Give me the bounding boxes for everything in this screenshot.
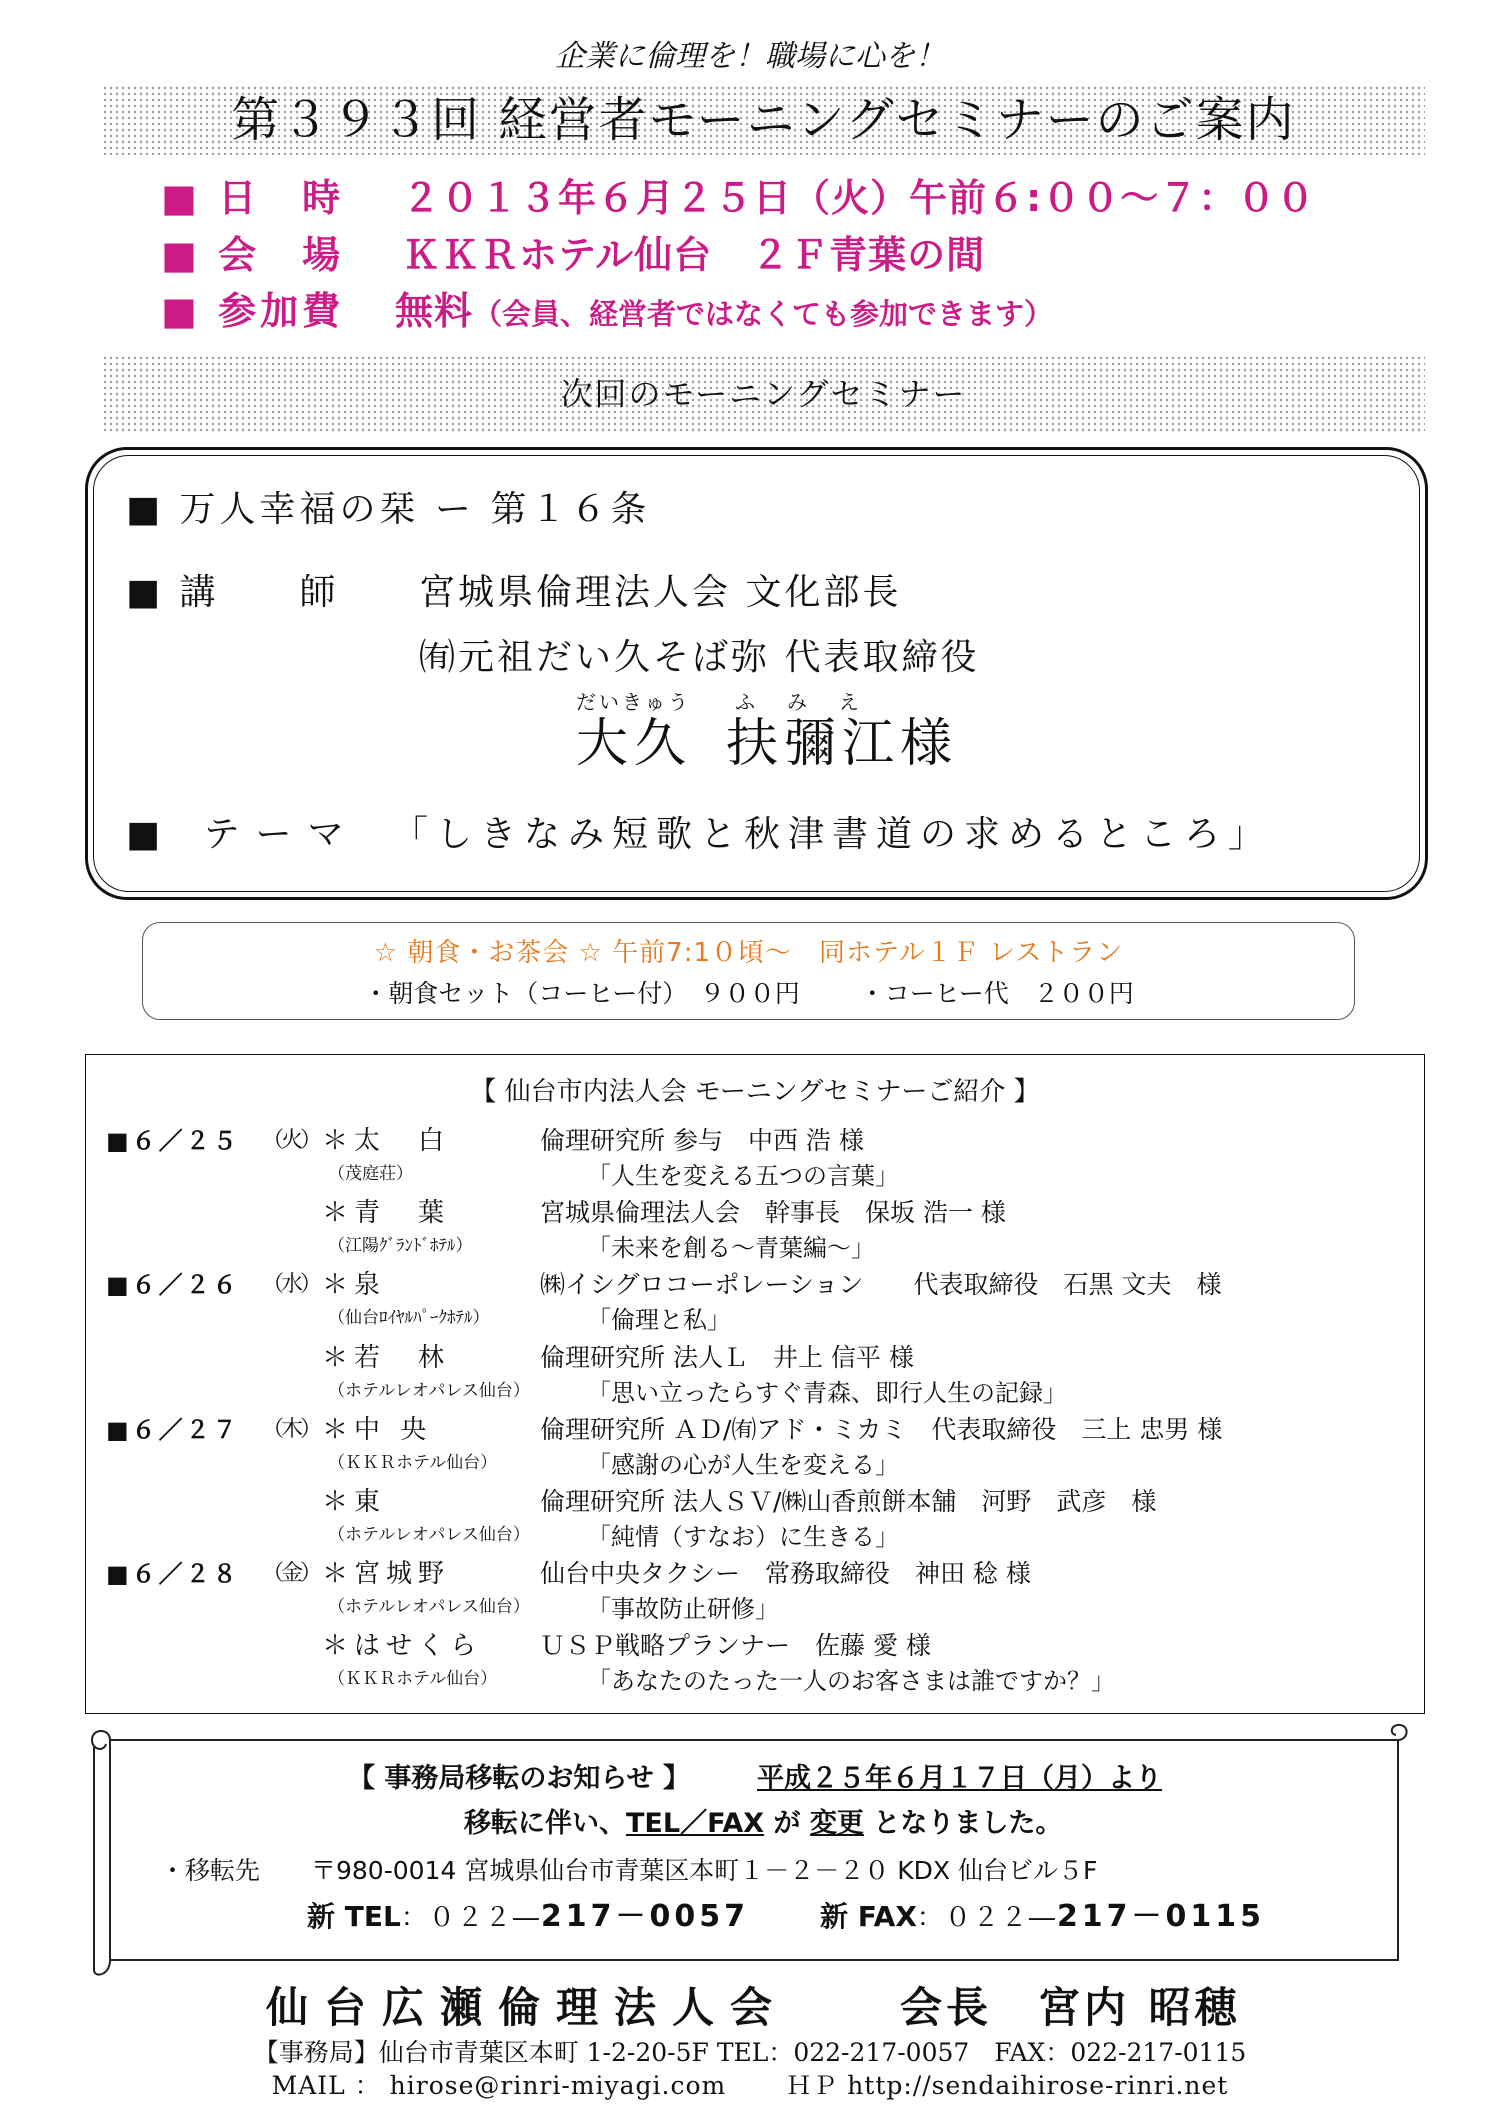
venue: （茂庭荘） bbox=[328, 1164, 413, 1184]
fee-line bbox=[395, 287, 1053, 343]
homepage-url: ＨＰ http://sendaihirose-rinri.net bbox=[786, 2071, 1229, 2100]
ruby-surname: だいきゅう bbox=[576, 690, 691, 714]
breakfast-box bbox=[142, 922, 1355, 1020]
organization-name: 仙台広瀬倫理法人会 bbox=[266, 1983, 789, 2032]
fee-note: （会員、経営者ではなくても参加できます） bbox=[473, 297, 1054, 331]
schedule-heading: 【 仙台市内法人会 モーニングセミナーご紹介 】 bbox=[470, 1077, 1040, 1107]
ruby-given-name: ふみえ bbox=[735, 690, 891, 714]
coffee-price: ・コーヒー代 ２００円 bbox=[859, 979, 1134, 1008]
breakfast-set-price: ・朝食セット（コーヒー付） ９００円 bbox=[363, 979, 800, 1008]
web-contact bbox=[0, 2070, 1500, 2102]
new-fax bbox=[820, 1897, 1265, 1941]
schedule-entry bbox=[86, 1628, 1424, 1700]
scroll-frame bbox=[86, 1720, 1411, 1982]
entry-weekday: （木） bbox=[262, 1417, 320, 1442]
lecturer-honorific: 様 bbox=[900, 714, 959, 774]
schedule-entry bbox=[86, 1123, 1424, 1195]
theme-label: ■ テーマ bbox=[126, 814, 360, 855]
entry-date: ■６／２６ bbox=[106, 1271, 240, 1299]
datetime-value: ２０１３年６月２５日（火）午前６:００～７：００ bbox=[402, 176, 1316, 220]
seminar-schedule-box bbox=[85, 1054, 1425, 1714]
venue-value: ＫＫＲホテル仙台 ２Ｆ青葉の間 bbox=[402, 233, 986, 277]
lecturer-label: ■ 講 師 bbox=[126, 572, 340, 613]
seminar-info-box bbox=[85, 447, 1428, 900]
venue: （ホテルレオパレス仙台） bbox=[328, 1381, 530, 1401]
venue: （ＫＫＲホテル仙台） bbox=[328, 1453, 498, 1473]
breakfast-prices bbox=[143, 977, 1354, 1011]
breakfast-heading: ☆ 朝食・お茶会 ☆ 午前7:1０頃～ 同ホテル１Ｆ レストラン bbox=[373, 938, 1124, 968]
venue: （ホテルレオパレス仙台） bbox=[328, 1525, 530, 1545]
tel-label: 新 TEL bbox=[307, 1900, 401, 1933]
talk-title: 「あなたのたった一人のお客さまは誰ですか？」 bbox=[587, 1667, 1115, 1695]
notice-change-line bbox=[464, 1806, 1062, 1842]
talk-title: 「人生を変える五つの言葉」 bbox=[587, 1162, 899, 1190]
entry-date: ■６／２５ bbox=[106, 1127, 240, 1155]
talk-title: 「思い立ったらすぐ青森、即行人生の記録」 bbox=[587, 1379, 1067, 1407]
talk-title: 「倫理と私」 bbox=[587, 1306, 731, 1334]
lecturer-title-2: ㈲元祖だい久そば弥 代表取締役 bbox=[419, 637, 980, 678]
datetime-label: ■ 日 時 bbox=[161, 176, 345, 220]
speaker: 倫理研究所 参与 中西 浩 様 bbox=[540, 1126, 864, 1155]
chairperson: 会長 宮内 昭穂 bbox=[900, 1983, 1241, 2032]
venue: （ＫＫＲホテル仙台） bbox=[328, 1669, 498, 1689]
page-title: 第３９３回 経営者モーニングセミナーのご案内 bbox=[231, 92, 1296, 148]
entry-weekday: （火） bbox=[262, 1128, 320, 1153]
branch-name: ＊太 白 bbox=[322, 1126, 451, 1156]
fee-label: ■ 参加費 bbox=[161, 289, 345, 333]
branch-name: ＊宮城野 bbox=[322, 1559, 451, 1589]
schedule-entry bbox=[86, 1195, 1424, 1267]
branch-name: ＊はせくら bbox=[322, 1631, 483, 1661]
title-band bbox=[102, 85, 1425, 155]
theme-value: 「しきなみ短歌と秋津書道の求めるところ」 bbox=[392, 814, 1273, 855]
talk-title: 「純情（すなお）に生きる」 bbox=[587, 1523, 899, 1551]
speaker: 倫理研究所 法人Ｌ 井上 信平 様 bbox=[540, 1343, 914, 1372]
speaker: ㈱イシグロコーポレーション 代表取締役 石黒 文夫 様 bbox=[540, 1270, 1222, 1299]
new-address: 〒980-0014 宮城県仙台市青葉区本町１－２－２０ KDX 仙台ビル５F bbox=[311, 1856, 1098, 1885]
office-relocation-notice bbox=[86, 1720, 1411, 1982]
talk-title: 「事故防止研修」 bbox=[587, 1595, 779, 1623]
branch-name: ＊東 bbox=[322, 1487, 387, 1517]
change-suffix: となりました。 bbox=[863, 1808, 1063, 1839]
lecturer-given-name: 扶彌江 bbox=[726, 714, 901, 774]
change-telfax: TEL／FAX bbox=[626, 1808, 765, 1839]
tagline: 企業に倫理を！職場に心を！ bbox=[555, 39, 945, 74]
entry-date: ■６／２７ bbox=[106, 1416, 240, 1444]
venue-label: ■ 会 場 bbox=[161, 233, 345, 277]
office-contact: 【事務局】仙台市青葉区本町 1-2-20-5F TEL：022-217-0057 FAX：022-217-0115 bbox=[253, 2038, 1247, 2067]
speaker: ＵＳＰ戦略プランナー 佐藤 愛 様 bbox=[540, 1631, 931, 1660]
lecturer-surname: 大久 bbox=[576, 714, 693, 774]
tel-prefix: ：０２２― bbox=[400, 1903, 541, 1933]
next-seminar-band bbox=[102, 355, 1425, 433]
speaker: 宮城県倫理法人会 幹事長 保坂 浩一 様 bbox=[540, 1198, 1006, 1227]
tel-number: 217－0057 bbox=[540, 1899, 749, 1934]
venue: （江陽ｸﾞﾗﾝﾄﾞﾎﾃﾙ） bbox=[328, 1236, 473, 1256]
branch-name: ＊若 林 bbox=[322, 1343, 451, 1373]
address-label: ・移転先 bbox=[160, 1856, 261, 1885]
speaker: 倫理研究所 法人ＳＶ/㈱山香煎餅本舗 河野 武彦 様 bbox=[540, 1487, 1157, 1516]
new-tel bbox=[307, 1897, 749, 1941]
change-word: 変更 bbox=[809, 1808, 864, 1839]
fax-label: 新 FAX bbox=[820, 1900, 917, 1933]
change-prefix: 移転に伴い、 bbox=[464, 1808, 626, 1839]
speaker: 仙台中央タクシー 常務取締役 神田 稔 様 bbox=[540, 1559, 1031, 1588]
branch-name: ＊中 央 bbox=[322, 1415, 433, 1445]
entry-date: ■６／２８ bbox=[106, 1560, 240, 1588]
notice-effective-date: 平成２５年６月１７日（月）より bbox=[757, 1763, 1162, 1794]
schedule-entry bbox=[86, 1484, 1424, 1556]
fee-value: 無料 bbox=[395, 289, 474, 333]
next-seminar-heading: 次回のモーニングセミナー bbox=[560, 375, 967, 413]
speaker: 倫理研究所 ＡＤ/㈲アド・ミカミ 代表取締役 三上 忠男 様 bbox=[540, 1415, 1223, 1444]
fax-number: 217－0115 bbox=[1056, 1899, 1266, 1934]
schedule-entry bbox=[86, 1267, 1424, 1339]
branch-name: ＊青 葉 bbox=[322, 1198, 451, 1228]
venue: （仙台ﾛｲﾔﾙﾊﾟｰｸﾎﾃﾙ） bbox=[328, 1308, 490, 1328]
venue: （ホテルレオパレス仙台） bbox=[328, 1597, 530, 1617]
talk-title: 「感謝の心が人生を変える」 bbox=[587, 1451, 899, 1479]
schedule-entry bbox=[86, 1556, 1424, 1628]
entry-weekday: （金） bbox=[262, 1561, 320, 1586]
lecturer-title-1: 宮城県倫理法人会 文化部長 bbox=[419, 572, 902, 613]
entry-weekday: （水） bbox=[262, 1272, 320, 1297]
fax-prefix: ：０２２― bbox=[916, 1903, 1057, 1933]
branch-name: ＊泉 bbox=[322, 1270, 387, 1300]
schedule-entry bbox=[86, 1340, 1424, 1412]
email-address: MAIL ： hirose@rinri-miyagi.com bbox=[271, 2071, 727, 2100]
notice-title: 【 事務局移転のお知らせ 】 bbox=[348, 1763, 690, 1794]
change-particle: が bbox=[764, 1808, 810, 1839]
talk-title: 「未来を創る～青葉編～」 bbox=[587, 1234, 875, 1262]
article-heading: ■ 万人幸福の栞 ー 第１６条 bbox=[126, 489, 651, 530]
schedule-entry bbox=[86, 1412, 1424, 1484]
